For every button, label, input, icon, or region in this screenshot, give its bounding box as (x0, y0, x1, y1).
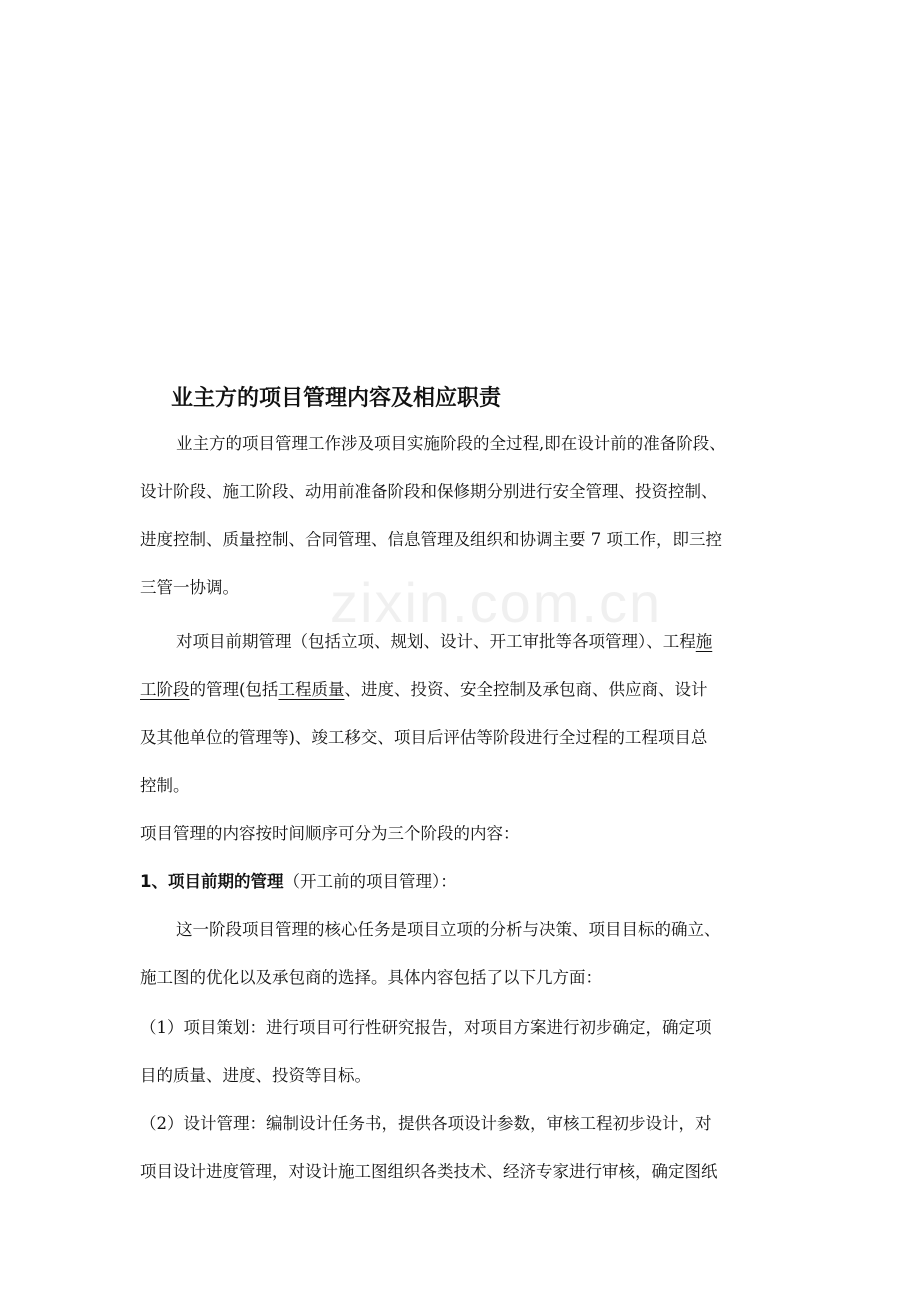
paragraph-line: （2）设计管理：编制设计任务书，提供各项设计参数，审核工程初步设计，对 (140, 1114, 712, 1133)
section-heading-phase-1 (140, 858, 800, 906)
list-item-project-planning (140, 1004, 800, 1100)
paragraph-line: 项目管理的内容按时间顺序可分为三个阶段的内容： (140, 824, 520, 843)
paragraph-line (140, 618, 800, 666)
paragraph-line (140, 858, 800, 906)
paragraph-line: 进度控制、质量控制、合同管理、信息管理及组织和协调主要 7 项工作，即三控 (140, 530, 722, 549)
link-construction-stage-cont[interactable]: 工阶段 (140, 680, 190, 699)
link-engineering-quality[interactable]: 工程质量 (278, 680, 345, 699)
list-item-design-management (140, 1100, 800, 1196)
paragraph-line: 及其他单位的管理等)、竣工移交、项目后评估等阶段进行全过程的工程项目总 (140, 728, 708, 747)
paragraph-line: 施工图的优化以及承包商的选择。具体内容包括了以下几方面： (140, 968, 602, 987)
paragraph-text: 、进度、投资、安全控制及承包商、供应商、设计 (344, 680, 708, 699)
paragraph-line: 目的质量、进度、投资等目标。 (140, 1066, 371, 1085)
document-title: 业主方的项目管理内容及相应职责 (171, 386, 502, 411)
paragraph-overview (140, 420, 800, 612)
paragraph-line: 项目设计进度管理，对设计施工图组织各类技术、经济专家进行审核，确定图纸 (140, 1162, 718, 1181)
paragraph-line: 业主方的项目管理工作涉及项目实施阶段的全过程,即在设计前的准备阶段、 (176, 434, 726, 453)
watermark: zixin.com.cn (330, 571, 663, 634)
paragraph-scope (140, 618, 800, 810)
section-heading-bold: 1、项目前期的管理 (140, 872, 284, 891)
paragraph-text: 对项目前期管理（包括立项、规划、设计、开工审批等各项管理）、工程 (176, 632, 696, 651)
paragraph-line: 三管一协调。 (140, 578, 239, 597)
paragraph-text: 的管理(包括 (189, 680, 279, 699)
paragraph-line: 设计阶段、施工阶段、动用前准备阶段和保修期分别进行安全管理、投资控制、 (140, 482, 718, 501)
paragraph-line (140, 666, 800, 714)
paragraph-line: 控制。 (140, 776, 190, 795)
section-heading-note: （开工前的项目管理）： (283, 872, 457, 891)
paragraph-line: （1）项目策划：进行项目可行性研究报告，对项目方案进行初步确定，确定项 (140, 1018, 712, 1037)
paragraph-line: 这一阶段项目管理的核心任务是项目立项的分析与决策、项目目标的确立、 (176, 920, 721, 939)
link-construction-stage[interactable]: 施 (695, 632, 713, 651)
paragraph-phase-1-desc (140, 906, 800, 1002)
paragraph-phases-intro (140, 810, 800, 858)
